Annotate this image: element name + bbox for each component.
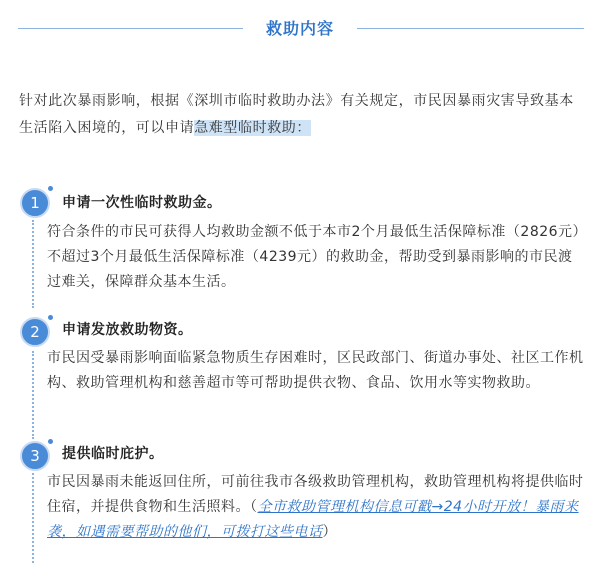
section-title: 救助内容 bbox=[265, 19, 334, 38]
step-title: 申请发放救助物资。 bbox=[62, 322, 193, 338]
closing-paren: ） bbox=[322, 524, 337, 540]
step-body: 市民因受暴雨影响面临紧急物质生存困难时，区民政部门、街道办事处、社区工作机构、救助管理机构和慈善超市等可帮助提供衣物、食品、饮用水等实物救助。 bbox=[47, 350, 584, 391]
header-rule-right bbox=[357, 28, 584, 29]
step-title: 提供临时庇护。 bbox=[62, 446, 164, 462]
badge-dot bbox=[48, 186, 53, 191]
intro-paragraph bbox=[19, 88, 584, 142]
number-3-badge-icon bbox=[20, 441, 50, 471]
section-header bbox=[0, 0, 600, 56]
badge-number: 3 bbox=[30, 447, 40, 465]
badge-number: 1 bbox=[30, 194, 40, 212]
intro-text: 针对此次暴雨影响，根据《深圳市临时救助办法》有关规定，市民因暴雨灾害导致基本生活陷入困境的，可以申请 bbox=[19, 93, 574, 136]
intro-highlight: 急难型临时救助： bbox=[194, 120, 312, 136]
agency-info-link[interactable]: 全市救助管理机构信息可戳 bbox=[257, 499, 432, 515]
step-rail bbox=[32, 473, 34, 563]
badge-dot bbox=[48, 315, 53, 320]
step-rail bbox=[32, 220, 34, 308]
step-rail bbox=[32, 351, 34, 439]
step-body bbox=[47, 470, 584, 545]
number-2-badge-icon bbox=[20, 317, 50, 347]
step-body: 符合条件的市民可获得人均救助金额不低于本市2个月最低生活保障标准（2826元）不超过3个月最低生活保障标准（4239元）的救助金，帮助受到暴雨影响的市民渡过难关，保障群众基本生活。 bbox=[47, 224, 581, 290]
arrow-icon: → bbox=[431, 499, 444, 515]
step-body-text: 市民因暴雨未能返回住所，可前往我市各级救助管理机构，救助管理机构将提供临时住宿，并提供食物和生活照料。（ bbox=[47, 474, 584, 515]
header-rule-left bbox=[18, 28, 243, 29]
number-1-badge-icon bbox=[20, 188, 50, 218]
badge-number: 2 bbox=[30, 323, 40, 341]
hotline-article-link[interactable]: 24小时开放！暴雨来袭，如遇需要帮助的他们，可拨打这些电话 bbox=[47, 499, 579, 540]
badge-dot bbox=[48, 439, 53, 444]
step-title: 申请一次性临时救助金。 bbox=[62, 195, 222, 211]
